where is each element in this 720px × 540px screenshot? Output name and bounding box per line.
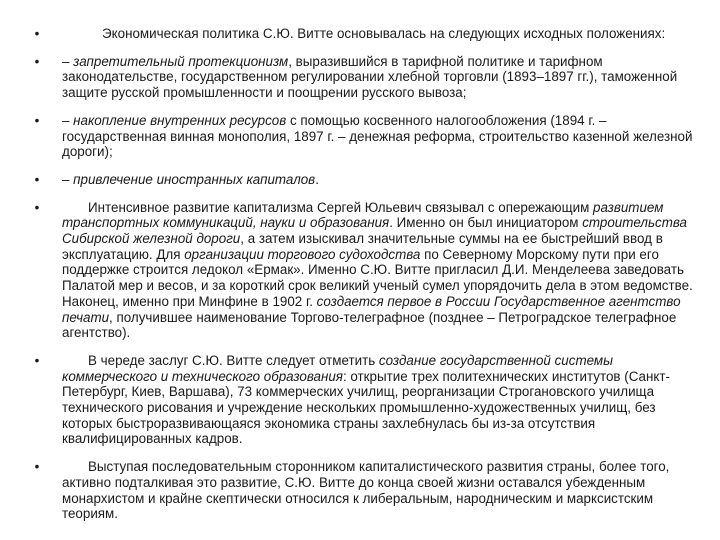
bullet-item-education-system bbox=[0, 353, 694, 447]
emphasis-term: строительства Сибирской железной дороги bbox=[62, 215, 687, 247]
paragraph-text: Экономическая политика С.Ю. Витте основывалась на следующих исходных положениях: bbox=[102, 26, 666, 41]
paragraph-text: с помощью косвенного налогообложения (1894 г. – государственная винная монополия, 1897 г. – денежная реформа, строительство казенной железной дороги); bbox=[62, 112, 693, 160]
paragraph-text: , выразившийся в тарифной политике и тарифном законодательстве, государственном регулировании хлебной торговли (1893–1897 гг.), таможенной защите русской промышленности и поощрении русского вывоза; bbox=[62, 53, 678, 101]
paragraph-text: . bbox=[315, 171, 319, 187]
paragraph-text: . Именно он был инициатором bbox=[389, 215, 583, 231]
dash-prefix: – bbox=[62, 112, 74, 128]
bullet-list bbox=[0, 26, 694, 522]
bullet-marker: • bbox=[34, 26, 40, 41]
bullet-marker: • bbox=[34, 459, 40, 475]
bullet-item-foreign-capital bbox=[0, 172, 694, 188]
paragraph-text: : открытие трех политехнических институтов (Санкт-Петербург, Киев, Варшава), 73 коммерческих училищ, реорганизации Строгановского училища технического рисования и учреждение нескольких промышленно-художественных училищ, без которых быстроразвивающаяся экономика страны захлебнулась бы из-за отсутствия квалифицированных кадров. bbox=[62, 368, 670, 447]
bullet-marker: • bbox=[34, 53, 40, 69]
paragraph-text: по Северному Морскому пути при его поддержке строится ледокол «Ермак». Именно С.Ю. Витте пригласил Д.И. Менделеева заведовать Палатой мер и весов, и за короткий срок великий ученый сумел упорядочить дела в этом ведомстве. Наконец, именно при Минфине в 1902 г. bbox=[62, 246, 693, 309]
bullet-item-capitalism-development bbox=[0, 200, 694, 341]
bullet-item-monarchism bbox=[0, 459, 694, 522]
dash-prefix: – bbox=[62, 171, 74, 187]
emphasis-term: организации торгового судоходства bbox=[184, 246, 421, 262]
emphasis-term: создается первое в России Государственное агентство печати bbox=[62, 293, 681, 325]
bullet-item-economic-policy bbox=[0, 26, 694, 42]
emphasis-term: привлечение иностранных капиталов bbox=[73, 171, 316, 187]
bullet-item-internal-resources bbox=[0, 113, 694, 160]
emphasis-term: запретительный протекционизм bbox=[73, 53, 289, 69]
emphasis-term: создание государственной системы коммерческого и технического образования bbox=[62, 352, 613, 384]
bullet-marker: • bbox=[34, 352, 40, 368]
paragraph-text: Выступая последовательным сторонником капиталистического развития страны, более того, активно подталкивая это развитие, С.Ю. Витте до конца своей жизни оставался убежденным монархистом и крайне скептически относился к либеральным, народническим и марксистским теориям. bbox=[62, 459, 670, 522]
paragraph-text: Интенсивное развитие капитализма Сергей Юльевич связывал с опережающим bbox=[88, 199, 594, 215]
dash-prefix: – bbox=[62, 53, 74, 69]
paragraph-text: , получившее наименование Торгово-телеграфное (позднее – Петроградское телеграфное агентство). bbox=[62, 309, 677, 341]
bullet-item-protectionism bbox=[0, 54, 694, 101]
emphasis-term: накопление внутренних ресурсов bbox=[73, 112, 287, 128]
bullet-marker: • bbox=[34, 112, 40, 128]
paragraph-text: В череде заслуг С.Ю. Витте следует отметить bbox=[88, 352, 379, 368]
bullet-marker: • bbox=[34, 199, 40, 215]
emphasis-term: развитием транспортных коммуникаций, науки и образования bbox=[62, 199, 664, 231]
paragraph-text: , а затем изыскивал значительные суммы на ее быстрейший ввод в эксплуатацию. Для bbox=[62, 231, 663, 262]
bullet-marker: • bbox=[34, 171, 40, 187]
